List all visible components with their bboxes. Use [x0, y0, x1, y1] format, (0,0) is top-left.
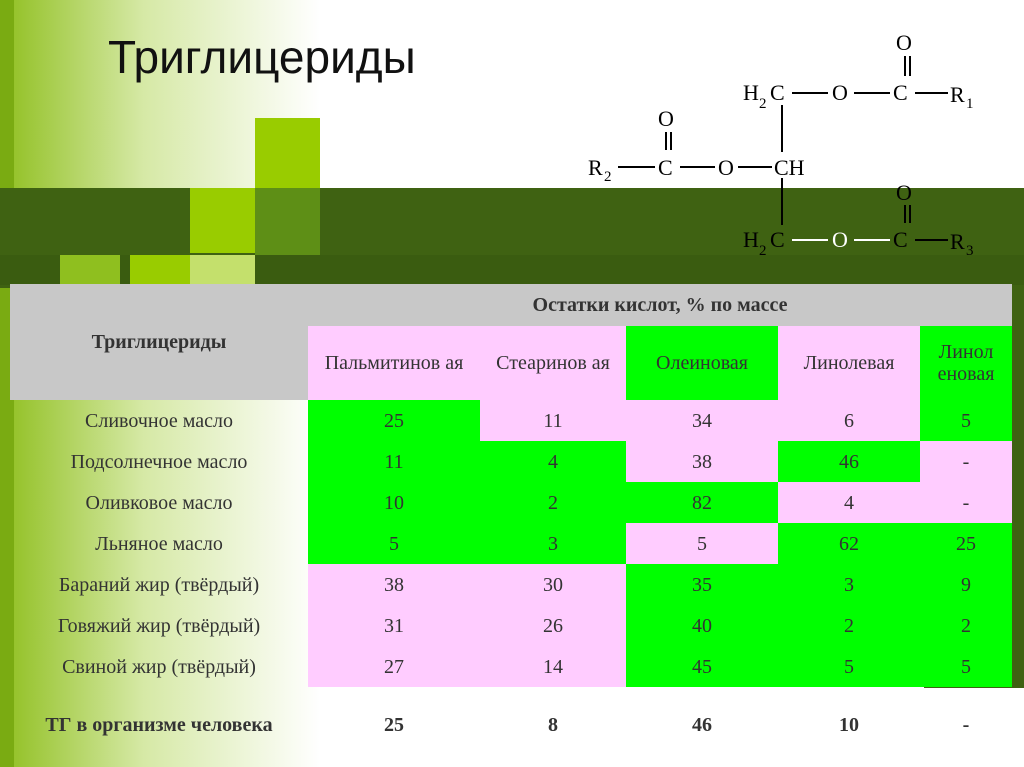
row-name: Льняное масло — [95, 532, 223, 555]
table-cell: 5 — [920, 646, 1012, 687]
table-cell: 5 — [626, 523, 778, 564]
table-cell: 4 — [480, 441, 626, 482]
table-row — [10, 441, 1012, 482]
table-cell: 5 — [308, 523, 480, 564]
c-ester-mid: C — [658, 155, 673, 180]
col-header-oleic: Олеиновая — [626, 326, 778, 400]
triglyceride-formula — [560, 20, 1020, 280]
c-ester-bot: C — [893, 227, 908, 252]
row-name: Подсолнечное масло — [70, 450, 248, 473]
table-cell: 2 — [920, 605, 1012, 646]
row-name: Бараний жир (твёрдый) — [58, 573, 260, 596]
table-cell: 5 — [920, 400, 1012, 441]
o-bot: O — [832, 227, 848, 252]
o-double-bot: O — [896, 180, 912, 205]
table-cell: 40 — [626, 605, 778, 646]
table-row — [10, 482, 1012, 523]
table-cell: 11 — [308, 441, 480, 482]
table-cell: 11 — [480, 400, 626, 441]
table-cell: 30 — [480, 564, 626, 605]
table-cell: 27 — [308, 646, 480, 687]
table-cell: 38 — [626, 441, 778, 482]
table-footer-row — [10, 687, 1012, 763]
ch-mid: CH — [774, 155, 805, 180]
table-cell: 26 — [480, 605, 626, 646]
r1: R — [950, 82, 965, 107]
col-header-palmitic: Пальмитинов ая — [308, 326, 480, 400]
table-cell: - — [962, 714, 970, 736]
col-header-stearic: Стеаринов ая — [480, 326, 626, 400]
table-cell: 3 — [778, 564, 920, 605]
table-cell: 34 — [626, 400, 778, 441]
table-row — [10, 646, 1012, 687]
table-cell: 38 — [308, 564, 480, 605]
table-cell: 6 — [778, 400, 920, 441]
row-name: Свиной жир (твёрдый) — [62, 655, 256, 678]
table-cell: 10 — [839, 714, 859, 736]
col-header-linolenic: Линол еновая — [920, 326, 1012, 400]
table-cell: 35 — [626, 564, 778, 605]
table-cell: 46 — [778, 441, 920, 482]
table-cell: - — [920, 441, 1012, 482]
slide-title: Триглицериды — [108, 31, 416, 83]
r1-sub: 1 — [966, 96, 974, 112]
fatty-acid-table — [10, 284, 1012, 763]
r3: R — [950, 229, 965, 254]
table-cell: 2 — [480, 482, 626, 523]
h2c-top-h: H — [743, 80, 759, 105]
o-double-mid: O — [658, 106, 674, 131]
table-cell: 2 — [778, 605, 920, 646]
table-row — [10, 564, 1012, 605]
r2-sub: 2 — [604, 169, 612, 185]
col-header-linoleic: Линолевая — [778, 326, 920, 400]
c-bot: C — [770, 227, 785, 252]
h2c-bot-h: H — [743, 227, 759, 252]
h2c-top-sub: 2 — [759, 96, 767, 112]
row-name: Оливковое масло — [85, 491, 233, 514]
table-cell: 5 — [778, 646, 920, 687]
table-cell: 8 — [548, 714, 558, 736]
table-cell: 46 — [692, 714, 712, 736]
table-cell: 10 — [308, 482, 480, 523]
row-name: Сливочное масло — [85, 409, 233, 432]
table-cell: 62 — [778, 523, 920, 564]
table-row — [10, 605, 1012, 646]
table-cell: 25 — [384, 714, 404, 736]
r3-sub: 3 — [966, 243, 974, 259]
table-cell: 14 — [480, 646, 626, 687]
footer-name: ТГ в организме человека — [45, 714, 273, 736]
table-cell: - — [920, 482, 1012, 523]
table-cell: 25 — [920, 523, 1012, 564]
row-header-cell: Триглицериды — [10, 284, 308, 400]
table-row — [10, 400, 1012, 441]
table-cell: 82 — [626, 482, 778, 523]
r2: R — [588, 155, 603, 180]
group-header: Остатки кислот, % по массе — [308, 284, 1012, 326]
o-double-top: O — [896, 30, 912, 55]
table-cell: 25 — [308, 400, 480, 441]
table-cell: 9 — [920, 564, 1012, 605]
o-mid: O — [718, 155, 734, 180]
table-cell: 3 — [480, 523, 626, 564]
row-name: Говяжий жир (твёрдый) — [57, 614, 261, 637]
o-top: O — [832, 80, 848, 105]
table-cell: 4 — [778, 482, 920, 523]
table-row — [10, 523, 1012, 564]
table-cell: 31 — [308, 605, 480, 646]
table-cell: 45 — [626, 646, 778, 687]
h2c-bot-sub: 2 — [759, 243, 767, 259]
c-top: C — [770, 80, 785, 105]
c-ester-top: C — [893, 80, 908, 105]
